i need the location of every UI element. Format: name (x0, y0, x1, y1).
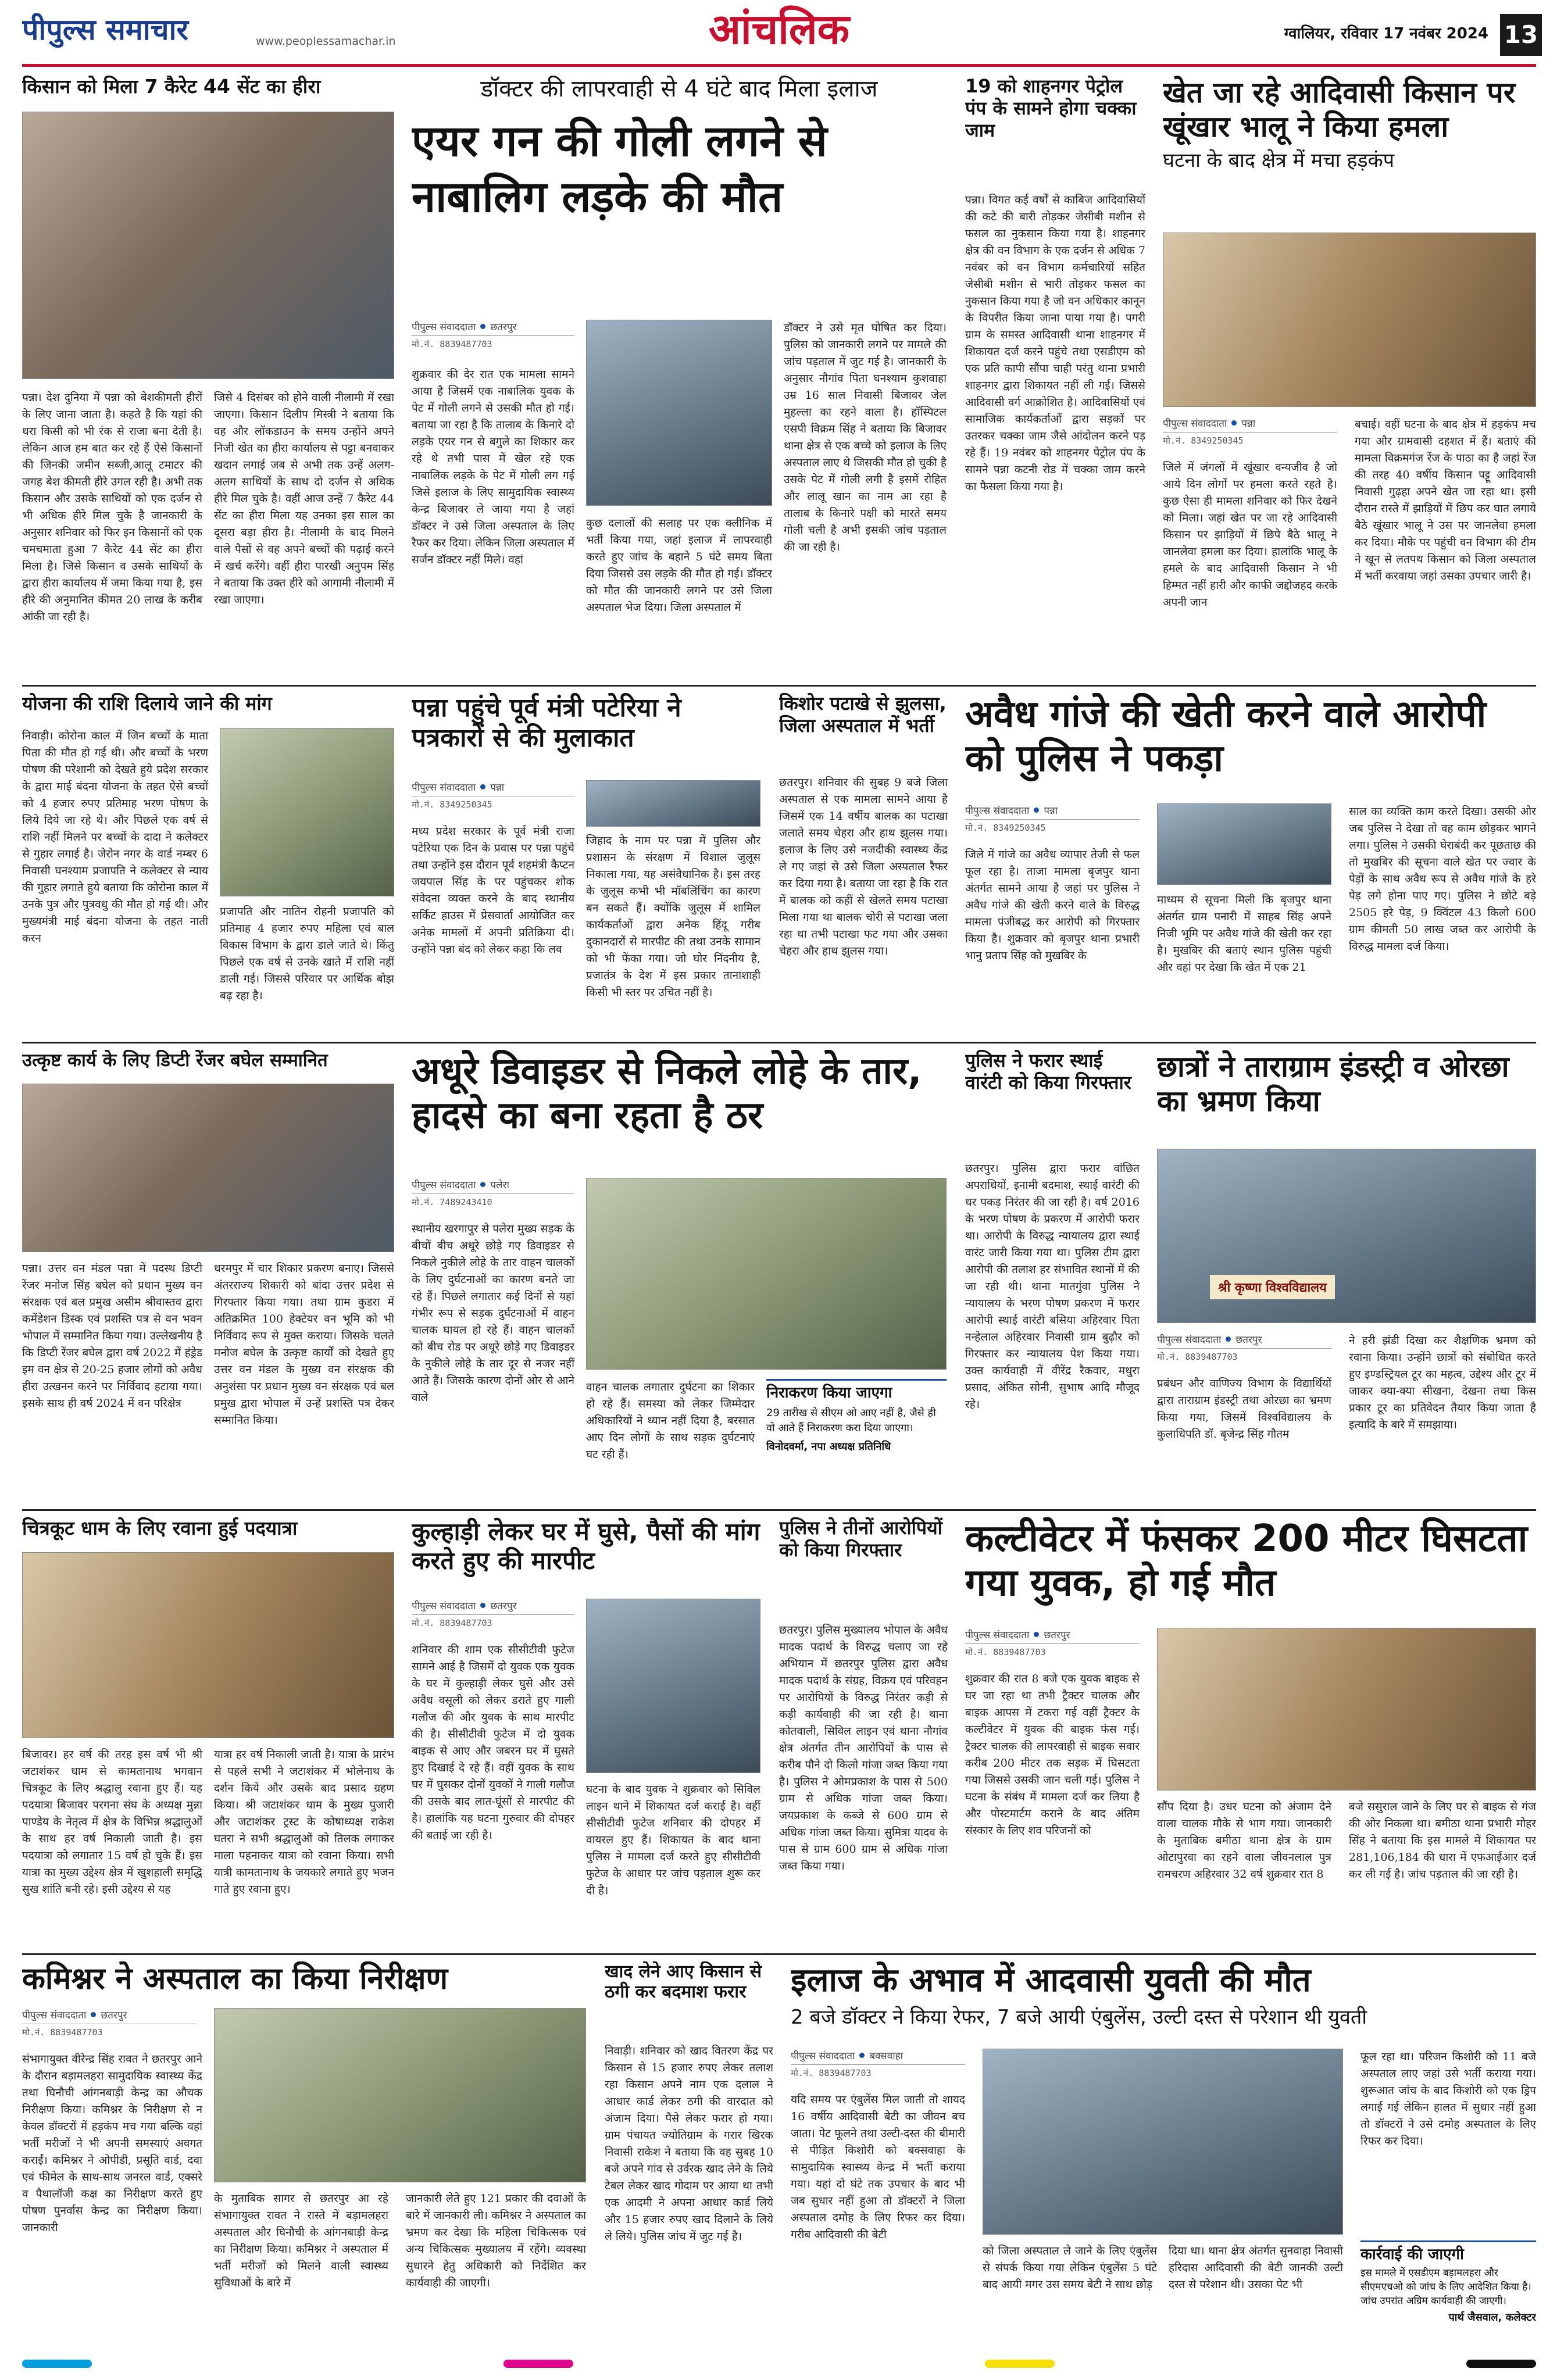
place: छतरपुर (490, 1600, 517, 1612)
body-col: यदि समय पर एंबुलेंस मिल जाती तो शायद 16 वर्षीय आदिवासी बेटी का जीवन बच जाता। पेट फूलने तथा उल्टी-दस्त की बीमारी से पीड़ित किशोरी को बक्सवाहा के सामुदायिक स्वास्थ्य केन्द्र में भर्ती कराया गया। यहां दो घंटे तक उपचार के बाद भी जब सुधार नहीं हुआ तो डॉक्टरों ने जिला अस्पताल दमोह के लिए रिफर कर दिया। गरीब आदिवासी की बेटी (791, 2093, 965, 2241)
photo-pressmeet (586, 780, 760, 827)
yellow-mark (985, 2360, 1055, 2368)
row-divider (22, 685, 1536, 687)
body-col: निवाड़ी। शनिवार को खाद वितरण केंद्र पर किसान से 15 हजार रुपए लेकर तलाश रहा किसान अपने नाम एक दलाल ने आधार कार्ड लेकर ठगी की वारदात को अंजाम दिया। पैसे लेकर फरार हो गया। ग्राम पंचायत ज्योतिग्राम के गरार खिरक निवासी राकेश ने बताया कि वह सुबह 10 बजे अपने गांव से उर्वरक खाद लेने के लिये टेबल लेकर खाद गोदाम पर आया था तभी एक आदमी ने अपना आधार कार्ड लिये और 15 हजार रुपए खाद दिलाने के लिये ले लिये। पुलिस जांच में जुट गई है। (605, 2045, 773, 2243)
place: छतरपुर (1235, 1334, 1262, 1346)
body-col: निवाड़ी। कोरोना काल में जिन बच्चों के माता पिता की मौत हो गई थी। और बच्चों के भरण पोषण की परेशानी को देखते हुये प्रदेश सरकार के द्वारा माई बंदना योजना के तहत ऐसे बच्चों को 4 हजार रुपए प्रतिमाह भरण पोषण के लिये दिये जा रहे थे। और पिछले एक वर्ष से राशि नहीं मिलने पर बच्चों के दादा ने कलेक्टर से गुहार लगाई है। जेरोन नगर के वार्ड नम्बर 6 निवासी घनश्याम प्रजापति ने कलेक्टर से न्याय की गुहार लगाते हुये बताया कि कोरोना काल में उनके पुत्र और पुत्रवधु की मौत हो गई थी। और मुख्यमंत्री माई बंदना योजना के तहत नाती करन (22, 730, 208, 945)
mobile: मो.नं. 8349250345 (412, 796, 574, 810)
place: छतरपुर (101, 2010, 127, 2021)
row-divider (22, 1509, 1536, 1511)
body-col: छतरपुर। पुलिस द्वारा फरार वांछित अपराधियों, इनामी बदमाश, स्थाई वारंटी की धर पकड़ निरंतर की जा रही है। वर्ष 2016 के भरण पोषण के प्रकरण में आरोपी फरार था। आरोपी के विरुद्ध न्यायालय द्वारा स्थाई वारंट जारी किया गया था। पुलिस टीम द्वारा आरोपी की तलाश हर संभावित स्थानों में की जा रही थी। थाना मातगुंवा पुलिस ने न्यायालय के भरण पोषण प्रकरण में फरार आरोपी स्थाई वारंटी बसिया अहिरवार पिता नन्हेलाल अहिरवार निवासी ग्राम बुढ़ौर को गिरफ्तार कर न्यायालय पेश किया गया। उक्त कार्यवाही में वीरेंद्र रैकवार, मथुरा प्रसाद, अंकित सोनी, सुभाष आदि मौजूद रहे। (965, 1162, 1140, 1411)
page-number: 13 (1500, 14, 1542, 56)
body-col: बचाई। वहीं घटना के बाद क्षेत्र में हड़कंप मच गया और ग्रामवासी दहशत में हैं। बताएं की मामला विक्रमगंज रेंज के पाठा का है जहां रेंज की तरह 40 वर्षीय किसान पट्टू आदिवासी निवासी गुढ़हा अपने खेत जा रहा था। इसी दौरान रास्ते में झाड़ियों में छिप कर घात लगाये बैठे खूंखार भालू ने उस पर जानलेवा हमला कर दिया। मौके पर पहुंची वन विभाग की टीम ने खून से लतपथ किसान को जिला अस्पताल में भर्ती करवाया जहां उसका उपचार जारी है। (1355, 418, 1536, 583)
place: पलेरा (490, 1180, 509, 1191)
body-col: बिजावर। हर वर्ष की तरह इस वर्ष भी श्री जटाशंकर धाम से कामतानाथ भगवान चित्रकूट के लिए श्रद्धालु रवाना हुए हैं। यह पदयात्रा बिजावर परगना संघ के अध्यक्ष मुन्ना पाण्डेय के नेतृत्व में क्षेत्र के विभिन्न श्रद्धालुओं के साथ हर वर्ष निकाली जाती है। इस पदयात्रा को लगातार 15 वर्ष हो चुके हैं। इस यात्रा का मुख्य उद्देश्य क्षेत्र में खुशहाली समृद्धि सुख शांति बनी रहे। इसी उद्देश्य से यह (22, 1748, 202, 1896)
story-firecracker (779, 693, 948, 1036)
mobile: मो.नं. 8349250345 (965, 819, 1140, 834)
headline: चित्रकूट धाम के लिए रवाना हुई पदयात्रा (22, 1517, 298, 1539)
headline: इलाज के अभाव में आदवासी युवती की मौत (791, 1961, 1311, 1999)
body-col: सौंप दिया है। उधर घटना को अंजाम देने वाला चालक मौके से भाग गया। जानकारी के मुताबिक बमीठा थाना क्षेत्र के ग्राम ओटापुरवा का रहने वाला जीवनलाल पुत्र रामचरण अहिरवार 32 वर्ष शुक्रवार रात 8 (1157, 1800, 1331, 1881)
mobile: मो.नं. 8839487703 (1157, 1348, 1331, 1363)
body-col: बजे ससुराल जाने के लिए घर से बाइक से गंज की ओर निकला था। बमीठा थाना प्रभारी मोहर सिंह ने बताया कि इस मामले में शिकायत पर 281,106,184 की धारा में एफआईआर दर्ज कर ली गई है। जांच पड़ताल की जा रही है। (1349, 1800, 1536, 1881)
body-col: छतरपुर। शनिवार की सुबह 9 बजे जिला अस्पताल से एक मामला सामने आया है जिसमें एक 14 वर्षीय बालक का पटाखा जलाते समय चेहरा और हाथ झुलस गया। इलाज के लिए उसे नजदीकी स्वास्थ्य केंद्र ले गए जहां से उसे जिला अस्पताल रैफर कर दिया गया है। बताया जा रहा है कि रात में बालक को कहीं से खेलते समय पटाखा मिला गया था बालक चोरी से पटाखा जला रहा था तभी पटाखा फट गया और उसका चेहरा और हाथ झुलस गया। (779, 776, 948, 957)
byline-block (965, 1628, 1140, 1658)
story-commissioner (22, 1961, 603, 2345)
cyan-mark (22, 2360, 92, 2368)
body-col: के मुताबिक सागर से छतरपुर आ रहे संभागायुक्त रावत ने रास्ते में बड़ामलहरा अस्पताल और घिनौची के आंगनबाड़ी केन्द्र का निरीक्षण किया। कमिश्नर ने अस्पताल में भर्ती मरीजों को मिलने वाली स्वास्थ्य सुविधाओं के बारे में (214, 2192, 388, 2289)
photo-police-team (1157, 803, 1331, 885)
place: बक्सवाहा (869, 2050, 904, 2062)
headline: खेत जा रहे आदिवासी किसान पर खूंखार भालू ने किया हमला (1163, 76, 1516, 144)
kicker: डॉक्टर की लापरवाही से 4 घंटे बाद मिला इलाज (480, 76, 878, 102)
story-chakka-jam (965, 76, 1145, 680)
row-divider (22, 1042, 1536, 1044)
byline-block (412, 1599, 574, 1629)
story-three-arrested (779, 1517, 948, 1947)
photo-farmer-diamond (22, 112, 394, 379)
quote-body: इस मामले में एसडीएम बड़ामलहरा और सीएमएचओ को जांच के लिए आदेशित किया है। जांच उपरांत अग्रिम कार्यवाही की जाएगी। (1360, 2267, 1531, 2307)
body-col: फूल रहा था। परिजन किशोरी को 11 बजे अस्पताल लाए जहां उसे भर्ती कराया गया। शुरूआत जांच के बाद किशोरी को एक ड्रिप लगाई गई लेकिन हालत में सुधार नहीं हुआ तो डॉक्टरों ने उसे दमोह अस्पताल के लिए रिफर कर दिया। (1360, 2050, 1536, 2147)
byline: पीपुल्स संवाददाता (412, 1180, 476, 1191)
body-col: जानकारी लेते हुए 121 प्रकार की दवाओं के बारे में जानकारी ली। कमिश्नर ने अस्पताल का भ्रमण कर देखा कि महिला चिकित्सक एवं अन्य चिकित्सक मुख्यालय में रहेंगे। व्यवस्था सुधारने हेतु अधिकारी को निर्देशित कर कार्यवाही की जाएगी। (406, 2192, 586, 2289)
place: छतरपुर (490, 321, 517, 333)
byline-block (22, 2008, 197, 2038)
story-warrantee (965, 1050, 1140, 1503)
section-label: आंचलिक (708, 5, 850, 53)
photo-injured-farmer (1163, 233, 1536, 407)
byline: पीपुल्स संवाददाता (412, 321, 476, 333)
place: पन्ना (1044, 805, 1058, 817)
byline: पीपुल्स संवाददाता (22, 2010, 87, 2021)
byline: पीपुल्स संवाददाता (412, 782, 476, 794)
photo-children (220, 728, 394, 896)
story-deputy-ranger (22, 1050, 394, 1503)
body-col: स्थानीय खरगापुर से पलेरा मुख्य सड़क के बीचों बीच अधूरे छोड़े गए डिवाइडर से निकले नुकीले लोहे के तार वाहन चालकों के लिए दुर्घटनाओं का कारण बनते जा रहे हैं। पिछले लगातार कई दिनों से यहां गंभीर रूप से सड़क दुर्घटनाओं में वाहन चालक घायल हो रहे हैं। वाहन चालकों को बीच रोड पर अधूरे छोड़े गए डिवाइडर के नुकीले लोहे के तार दूर से नजर नहीं आते हैं। जिसके कारण दोनों ओर से आने वाले (412, 1223, 574, 1404)
body-col: प्रजापति और नातिन रोहनी प्रजापति को प्रतिमाह 4 हजार रुपए महिला एवं बाल विकास विभाग के द्वारा डाले जाते थे। किंतु पिछले एक वर्ष से उनके खाते में राशि नहीं डाली गई। जिससे परिवार पर आर्थिक बोझ बढ़ रहा है। (220, 905, 394, 1002)
byline: पीपुल्स संवाददाता (1163, 418, 1227, 430)
byline-block (1163, 416, 1337, 446)
photo-cctv (586, 1599, 760, 1773)
headline: खाद लेने आए किसान से ठगी कर बदमाश फरार (605, 1961, 762, 2003)
byline: पीपुल्स संवाददाता (791, 2050, 855, 2062)
story-students-tour (1157, 1050, 1536, 1503)
photo-grieving-family (1157, 1628, 1536, 1791)
headline: कुल्हाड़ी लेकर घर में घुसे, पैसों की मांग करते हुए की मारपीट (412, 1517, 760, 1575)
headline: कमिश्नर ने अस्पताल का किया निरीक्षण (22, 1961, 448, 1996)
body-col: कुछ दलालों की सलाह पर एक क्लीनिक में भर्ती किया गया, जहां इलाज में लापरवाही करते हुए जांच के बहाने 5 घंटे समय बिता दिया जिससे उस लड़के की मौत हो गई। डॉक्टर को मौत की जानकारी लगने पर उसे जिला अस्पताल भेज दिया। जिला अस्पताल में (586, 517, 772, 614)
byline: पीपुल्स संवाददाता (1157, 1334, 1222, 1346)
body-col: संभागायुक्त वीरेन्द्र सिंह रावत ने छतरपुर आने के दौरान बड़ामलहरा सामुदायिक स्वास्थ्य केंद्र तथा घिनौची आंगनबाड़ी केन्द्र का औचक निरीक्षण किया। कमिश्नर के निरीक्षण से न केवल डॉक्टरों में हड़कंप मच गया बल्कि वहां भर्ती मरीजों ने भी अपनी समस्याएं अवगत कराईं। कमिश्नर ने ओपीडी, प्रसूति वार्ड, दवा एवं फीमेल के साथ-साथ जनरल वार्ड, एक्सरे व पैथालॉजी कक्ष का निरीक्षण करते हुए पोषण पुनर्वास केन्द्र का निरीक्षण किया। जानकारी (22, 2053, 202, 2234)
mobile: मो.नं. 8839487703 (965, 1643, 1140, 1658)
dateline: ग्वालियर, रविवार 17 नवंबर 2024 (1284, 25, 1488, 42)
body-col: डॉक्टर ने उसे मृत घोषित कर दिया। पुलिस को जानकारी लगने पर मामले की जांच पड़ताल में जुट गई है। जानकारी के अनुसार नौगांव पिता घनश्याम कुशवाहा उम्र 16 साल निवासी बिजावर जेल मुहल्ला का रहने वाला है। हॉस्पिटल एसपी विक्रम सिंह ने बताया कि बिजावर थाना क्षेत्र से एक बच्चे को इलाज के लिए अस्पताल लाए थे जिसकी मौत हो चुकी है उसके पेट में गोली लगी है इसमें रोहित और लालू खान का नाम आ रहा है तालाब के किनारे पक्षी को मारते समय गोली चली है अभी इसकी जांच पड़ताल की जा रही है। (784, 321, 947, 553)
story-padyatra (22, 1517, 394, 1947)
body-col: पन्ना। विगत कई वर्षों से काबिज आदिवासियों की कटे की बारी तोड़कर जेसीबी मशीन से फसल का नुकसान किया गया है। शाहनगर क्षेत्र की वन विभाग के एक दर्जन से अधिक 7 नवंबर को वन विभाग कर्मचारियों सहित जेसीबी मशीन से भारी तोड़कर फसल का नुकसान किया गया है जो वन अधिकार कानून के विपरीत किया जाना पाया गया है। पगरी ग्राम के समस्त आदिवासी थाना शाहनगर में शिकायत दर्ज करने पहुंचे तथा एसडीएम को एक प्रति कापी सौंपा चाही परंतु थाना प्रभारी शाहनगर द्वारा शिकायत नहीं ली गई। जिससे आदिवासी वर्ग आक्रोशित है। आदिवासियों एवं सामाजिक कार्यकर्ताओं द्वारा सड़कों पर उतरकर चक्का जाम जैसे आंदोलन करने पड़ रहे हैं। 19 नवंबर को शाहनगर पेट्रोल पंप के सामने पन्ना कटनी रोड में चक्का जाम करने का फैसला किया गया है। (965, 194, 1145, 493)
body-col: छतरपुर। पुलिस मुख्यालय भोपाल के अवैध मादक पदार्थ के विरुद्ध चलाए जा रहे अभियान में छतरपुर पुलिस द्वारा अवैध मादक पदार्थ के संग्रह, विक्रय एवं परिवहन पर आरोपियों के विरुद्ध निरंतर कड़ी से कड़ी कार्यवाही की जा रही है। थाना कोतवाली, सिविल लाइन एवं थाना नौगांव क्षेत्र अंतर्गत तीन आरोपियों के पास से करीब पौने दो किलो गांजा जब्त किया गया है। पुलिस ने ओमप्रकाश के पास से 500 ग्राम से अधिक गांजा जब्त किया। जयप्रकाश के कब्जे से 600 ग्राम से अधिक गांजा जब्त किया। सुमित्रा यादव के पास से ग्राम 600 ग्राम से अधिक गांजा जब्त किया गया। (779, 1624, 948, 1872)
byline-block (791, 2049, 965, 2079)
magenta-mark (503, 2360, 573, 2368)
story-yojana (22, 693, 394, 1036)
body-col: दिया था। थाना क्षेत्र अंतर्गत सुनवाहा निवासी हरिदास आदिवासी की बेटी जानकी उल्टी दस्त से परेशान थी। उसका पेट भी (1169, 2245, 1343, 2291)
place: पन्ना (490, 782, 505, 794)
masthead-rule (22, 64, 1536, 67)
body-col: जिसे 4 दिसंबर को होने वाली नीलामी में रखा जाएगा। किसान दिलीप मिस्त्री ने बताया कि वह और लॉकडाउन के समय उन्होंने अपने निजी खेत का हीरा कार्यालय से पट्टा बनवाकर खदान लगाई जब से अभी तक उन्हें अलग-अलग साथियों के साथ दो दर्जन से अधिक हीरे मिल चुके है। वहीं आज उन्हें 7 कैरेट 44 सेंट का हीरा मिला यह उनका इस साल का दूसरा बड़ा हीरा है। नीलामी के बाद मिलने वाले पैसों से वह अपने बच्चों की पढ़ाई करने में खर्च करेंगे। वहीं हीरा पारखी अनुपम सिंह ने बताया कि उक्त हीरे को आगामी नीलामी में रखा जाएगा। (214, 391, 394, 606)
story-air-gun (412, 76, 947, 680)
story-pateria (412, 693, 760, 1036)
story-cultivator (965, 1517, 1536, 1947)
body-col: ने हरी झंडी दिखा कर शैक्षणिक भ्रमण को रवाना किया। उन्होंने छात्रों को संबोधित करते हुए इण्डस्ट्रियल टूर का महत्व, उद्देश्य और टूर में जाकर क्या-क्या सीखना, देखना तथा किस प्रकार टूर का प्रतिवेदन तैयार किया जाता है इत्यादि के बारे में समझाया। (1349, 1334, 1536, 1431)
headline: किसान को मिला 7 कैरेट 44 सेंट का हीरा (22, 76, 321, 98)
mobile: मो.नं. 8839487703 (412, 1614, 574, 1629)
mobile: मो.नं. 8839487703 (791, 2064, 965, 2079)
place: छतरपुर (1044, 1629, 1070, 1641)
body-col: को जिला अस्पताल ले जाने के लिए एंबुलेंस से संपर्क किया गया लेकिन एंबुलेंस 5 घंटे बाद आयी मगर उस समय बेटी ने साथ छोड़ (983, 2245, 1157, 2291)
mobile: मो.नं. 8349250345 (1163, 432, 1337, 446)
body-col: जिले में जंगलों में खूंखार वन्यजीव है जो आये दिन लोगों पर हमला करते रहते है। कुछ ऐसा ही मामला शनिवार को फिर देखने को मिला। जहां खेत पर जा रहे आदिवासी किसान पर झाड़ियों में छिपे बैठे भालू ने जानलेवा हमला कर दिया। हालांकि भालू के हमले के बाद आदिवासी किसान ने भी हिम्मत नहीं हारी और काफी जद्दोजहद करके अपनी जान (1163, 461, 1337, 609)
headline: उत्कृष्ट कार्य के लिए डिप्टी रेंजर बघेल सम्मानित (22, 1050, 328, 1071)
byline: पीपुल्स संवाददाता (965, 1629, 1030, 1641)
body-col: माध्यम से सूचना मिली कि बृजपुर थाना अंतर्गत ग्राम पनारी में साहब सिंह अपने निजी भूमि पर अवैध गांजे की खेती कर रहा है। मुखबिर की बताएं स्थान पुलिस पहुंची और वहां पर देखा कि खेत में एक 21 (1157, 894, 1331, 974)
mobile: मो.नं. 7489243410 (412, 1193, 574, 1208)
headline: योजना की राशि दिलाये जाने की मांग (22, 693, 272, 714)
quote-body: 29 तारीख से सीएम ओ आए नहीं है, जैसे ही वो आते हैं निराकरण करा दिया जाएगा। (766, 1406, 936, 1434)
row-divider (22, 1953, 1536, 1955)
headline: कल्टीवेटर में फंसकर 200 मीटर घिसटता गया युवक, हो गई मौत (965, 1517, 1528, 1604)
headline: पुलिस ने फरार स्थाई वारंटी को किया गिरफ्तार (965, 1050, 1131, 1093)
byline: पीपुल्स संवाददाता (965, 805, 1030, 817)
section-title (657, 5, 901, 63)
body-col: घटना के बाद युवक ने शुक्रवार को सिविल लाइन थाने में शिकायत दर्ज कराई है। वहीं सीसीटीवी फुटेज शनिवार की दोपहर में वायरल हुए हैं। शिकायत के बाद थाना पुलिस ने मामला दर्ज करते हुए सीसीटीवी फुटेज के आधार पर जांच पड़ताल शुरू कर दी है। (586, 1783, 760, 1897)
body-col: यात्रा हर वर्ष निकाली जाती है। यात्रा के प्रारंभ से पहले सभी ने जटाशंकर में भोलेनाथ के दर्शन किये और उसके बाद प्रसाद ग्रहण किया। श्री जटाशंकर धाम के मुख्य पुजारी और जटाशंकर ट्रस्ट के कोषाध्यक्ष राकेश घतरा ने सभी श्रद्धालुओं को तिलक लगाकर माला पहनाकर यात्रा को रवाना किया। सभी यात्री कामतानाथ के जयकारे लगाते हुए भजन गाते हुए रवाना हुए। (214, 1748, 394, 1896)
subhead: घटना के बाद क्षेत्र में मचा हड़कंप (1163, 149, 1395, 172)
story-tribal-girl (791, 1961, 1536, 2345)
body-col: मध्य प्रदेश सरकार के पूर्व मंत्री राजा पटेरिया एक दिन के प्रवास पर पन्ना पहुंचे तथा उन्होंने इस दौरान पूर्व शहमंत्री कैप्टन जयपाल सिंह के पर पहुंचकर शोक संवेदना व्यक्त करने के बाद स्थानीय सर्किट हाउस में प्रेसवार्ता आयोजित कर अनेक मामलों में अपनी प्रतिक्रिया दी। उन्होंने पन्ना बंद को लेकर कहा कि लव (412, 825, 574, 956)
story-diamond (22, 76, 394, 680)
body-col: शुक्रवार की देर रात एक मामला सामने आया है जिसमें एक नाबालिक युवक के पेट में गोली लगने से उसकी मौत हो गई। बताया जा रहा है कि तालाब के किनारे दो लड़के एयर गन से बगुले का शिकार कर रहे थे तभी पास में खेल रहे एक नाबालिक लड़के के पेट में गोली लग गई जिसे इलाज के लिए सामुदायिक स्वास्थ्य केन्द्र बिजावर ले जाया गया है जहां डॉक्टर ने उसे जिला अस्पताल के लिए रैफर कर दिया। लेकिन जिला अस्पताल में सर्जन डॉक्टर नहीं मिले। वहां (412, 368, 574, 566)
body-col: धरमपुर में चार शिकार प्रकरण बनाए। जिससे अंतरराज्य शिकारी को बांदा उत्तर प्रदेश से गिरफ्तार किया गया। तथा ग्राम कुडरा में अतिक्रमित 100 हेक्टेयर वन भूमि को भी निर्विवाद रूप से मुक्त कराया। जिसके चलते मनोज बघेल के उत्कृष्ट कार्यों को देखते हुए उत्तर वन मंडल के मुख्य वन संरक्षक की अनुशंसा पर प्रधान मुख्य वन संरक्षक एवं बल प्रमुख द्वारा भोपाल में उन्हें प्रशस्ति पत्र देकर सम्मानित किया। (214, 1262, 394, 1427)
headline: पुलिस ने तीनों आरोपियों को किया गिरफ्तार (779, 1517, 942, 1561)
story-ganja (965, 693, 1536, 1036)
photo-crowd (586, 320, 772, 506)
quote-title: निराकरण किया जाएगा (766, 1384, 892, 1402)
headline: किशोर पटाखे से झुलसा, जिला अस्पताल में भर्ती (779, 693, 947, 737)
mobile: मो.नं. 8839487703 (412, 335, 574, 350)
photo-padyatra (22, 1552, 394, 1738)
byline-block (1157, 1332, 1331, 1363)
body-col: जिहाद के नाम पर पन्ना में पुलिस और प्रशासन के संरक्षण में विशाल जुलूस निकाला गया, यह असंवैधानिक है। इस तरह के जुलूस कभी भी मॉबलिंचिंग का कारण बन सकते हैं। क्योंकि जुलूस में शामिल कार्यकर्ताओं द्वारा अनेक हिंदू गरीब दुकानदारों से मारपीट की तथा उनके सामान को भी फेंका गया। जो घोर निंदनीय है, प्रजातंत्र के देश में इस प्रकार तानाशाही किसी भी स्तर पर उचित नहीं है। (586, 834, 760, 999)
print-marks (22, 2358, 1536, 2370)
mobile: मो.नं. 8839487703 (22, 2024, 197, 2038)
quote-sign: पार्थ जैसवाल, कलेक्टर (1448, 2311, 1536, 2324)
quote-box (1360, 2240, 1536, 2324)
byline-block (412, 1178, 574, 1208)
story-bear-attack (1163, 76, 1536, 680)
photo-inspection (214, 2008, 586, 2182)
body-col: वाहन चालक लगातार दुर्घटना का शिकार हो रहे हैं। समस्या को लेकर जिम्मेदार अधिकारियों ने ध्यान नहीं दिया है, बरसात आए दिन लोगों के साथ सड़क दुर्घटनाएं घट रही हैं। (586, 1381, 755, 1461)
body-col: शनिवार की शाम एक सीसीटीवी फुटेज सामने आई है जिसमें दो युवक एक युवक के घर में कुल्हाड़ी लेकर घुसे और उसे अवैध वसूली को लेकर डराते हुए गाली गलौज की और युवक के साथ मारपीट की है। सीसीटीवी फुटेज में दो युवक बाइक से आए और जबरन घर में घुसते हुए दिखाई दे रहे हैं। वहीं युवक के साथ घर में घुसकर दोनों युवकों ने गाली गलौज की उसके बाद लात-घूंसों से मारपीट की है। हालांकि यह घटना गुरुवार की दोपहर की बताई जा रही है। (412, 1643, 574, 1842)
byline: पीपुल्स संवाददाता (412, 1600, 476, 1612)
black-mark (1466, 2360, 1536, 2368)
story-fertilizer-fraud (605, 1961, 773, 2345)
byline-block (412, 320, 574, 350)
photo-students (1157, 1149, 1536, 1323)
brand-name: पीपुल्स समाचार (22, 13, 188, 47)
body-col: प्रबंधन और वाणिज्य विभाग के विद्यार्थियों द्वारा ताराग्राम इंडस्ट्री तथा ओरछा का भ्रमण किया गया, जिसमें विश्वविद्यालय के कुलाधिपति डॉ. बृजेन्द्र सिंह गौतम (1157, 1377, 1331, 1441)
body-col: शुक्रवार की रात 8 बजे एक युवक बाइक से घर जा रहा था तभी ट्रैक्टर चालक और बाइक आपस में टकरा गई वहीं ट्रैक्टर के कल्टीवेटर में युवक की बाइक फंस गई। ट्रैक्टर चालक की लापरवाही से बाइक सवार करीब 200 मीटर तक सड़क में घिसटता गया जिससे उसकी जान चली गई। पुलिस ने घटना के संबंध में मामला दर्ज कर लिया है और पोस्टमार्टम कराने के बाद अंतिम संस्कार के लिए शव परिजनों को (965, 1673, 1140, 1837)
quote-box (766, 1379, 947, 1453)
story-divider (412, 1050, 947, 1503)
headline: एयर गन की गोली लगने से नाबालिग लड़के की मौत (412, 116, 827, 223)
headline: 19 को शाहनगर पेट्रोल पंप के सामने होगा चक्का जाम (965, 76, 1137, 141)
banner-text: श्री कृष्णा विश्वविद्यालय (1210, 1275, 1335, 1299)
website[interactable]: www.peoplessamachar.in (256, 35, 396, 48)
body-col: जिले में गांजे का अवैध व्यापार तेजी से फल फूल रहा है। ताजा मामला बृजपुर थाना अंतर्गत सामने आया है जहां पर पुलिस ने अवैध गांजे की खेती करने वाले के विरुद्ध मामला पंजीबद्ध कर आरोपी को गिरफ्तार किया है। शुक्रवार को बृजपुर थाना प्रभारी भानु प्रताप सिंह को मुखबिर के (965, 848, 1140, 962)
quote-title: कार्रवाई की जाएगी (1360, 2246, 1464, 2263)
body-col: पन्ना। देश दुनिया में पन्ना को बेशकीमती हीरों के लिए जाना जाता है। कहते है कि यहां की धरा किसी को भी रंक से राजा बना देती है। लेकिन आज हम बात कर रहे हैं ऐसे किसानों की जिनकी जमीन सब्जी,आलू टमाटर की जगह बेश कीमती हीरे उगल रही है। अभी तक किसान और उसके साथियों को एक दर्जन से भी अधिक हीरे मिल चुके है जानकारी के अनुसार शनिवार को फिर इन किसानों को एक चमचमाता हुआ 7 कैरेट 44 सेंट का हीरा मिला है। जिसे किसान व उसके साथियों के द्वारा हीरा कार्यालय में जमा किया गया है, इस हीरे की अनुमानित कीमत 20 लाख के करीब आंकी जा रही है। (22, 391, 202, 623)
place: पन्ना (1241, 418, 1256, 430)
byline-block (965, 803, 1140, 834)
story-axe-assault (412, 1517, 760, 1947)
body-col: पन्ना। उत्तर वन मंडल पन्ना में पदस्थ डिप्टी रेंजर मनोज सिंह बघेल को प्रधान मुख्य वन संरक्षक एवं बल प्रमुख असीम श्रीवास्तव द्वारा कमेंडेशन डिस्क एवं प्रशस्ति पत्र से वन भवन भोपाल में सम्मानित किया गया। उल्लेखनीय है कि डिप्टी रेंजर बघेल द्वारा वर्ष 2022 में हंड्रेड इम वन क्षेत्र से 20-25 हजार लोगों को अवैध हीरा उत्खनन करने पर निर्विवाद हटाया गया। इसके साथ ही वर्ष 2024 में वन परिक्षेत्र (22, 1262, 202, 1410)
headline: छात्रों ने ताराग्राम इंडस्ट्री व ओरछा का भ्रमण किया (1157, 1050, 1509, 1118)
subhead: 2 बजे डॉक्टर ने किया रेफर, 7 बजे आयी एंबुलेंस, उल्टी दस्त से परेशान थी युवती (791, 2006, 1367, 2029)
photo-hospital (983, 2049, 1343, 2235)
body-col: साल का व्यक्ति काम करते दिखा। उसकी ओर जब पुलिस ने देखा तो वह काम छोड़कर भागने लगा। पुलिस ने उसकी घेराबंदी कर पूछताछ की तो मुखबिर की सूचना वाले खेत पर ज्वार के पेड़ों के साथ अवैध रूप से अवैध गांजे के हरे पेड़ लगे होना पाए गए। पुलिस ने छोटे बड़े 2505 हरे पेड़, 9 क्विंटल 43 किलो 600 ग्राम कीमती 50 लाख जब्त कर आरोपी के विरुद्ध मामला दर्ज किया। (1349, 805, 1536, 953)
headline: पन्ना पहुंचे पूर्व मंत्री पटेरिया ने पत्रकारों से की मुलाकात (412, 693, 681, 753)
byline-block (412, 780, 574, 810)
photo-road-divider (586, 1178, 947, 1370)
photo-honour (22, 1084, 394, 1252)
quote-sign: विनोदवर्मा, नपा अध्यक्ष प्रतिनिधि (766, 1440, 891, 1453)
headline: अधूरे डिवाइडर से निकले लोहे के तार, हादसे का बना रहता है ठर (412, 1050, 922, 1137)
headline: अवैध गांजे की खेती करने वाले आरोपी को पुलिस ने पकड़ा (965, 693, 1487, 780)
